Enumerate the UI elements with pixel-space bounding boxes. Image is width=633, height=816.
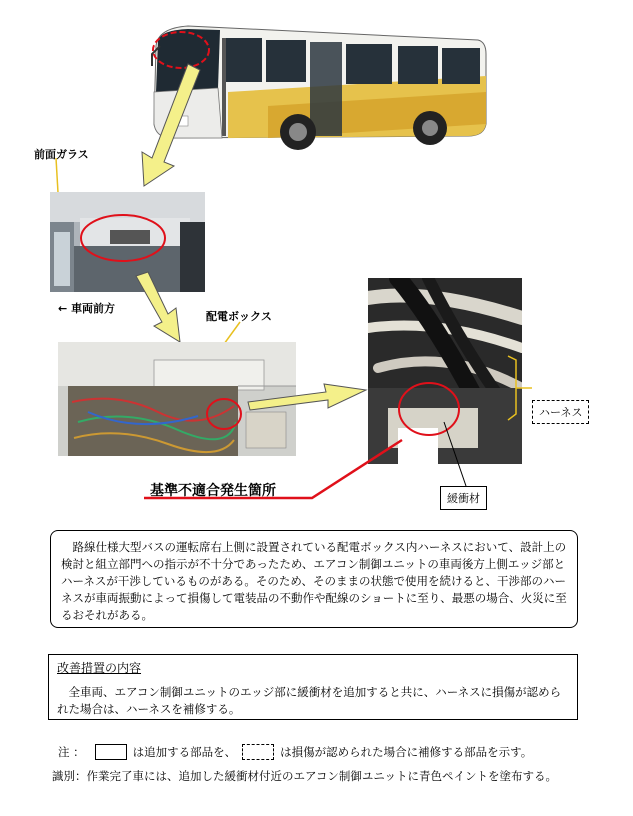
nonconformity-label: 基準不適合発生箇所 xyxy=(150,483,276,499)
note-dashed-text: は損傷が認められた場合に補修する部品を示す。 xyxy=(280,745,533,759)
front-glass-label: 前面ガラス xyxy=(34,148,89,161)
arrow-bus-to-cab xyxy=(130,60,210,190)
description-text: 路線仕様大型バスの運転席右上側に設置されている配電ボックス内ハーネスにおいて、設計上の検討と組立部門への指示が不十分であったため、エアコン制御ユニットの車両後方上側エッジ部とハーネスが干渉しているものがある。そのため、そのままの状態で使用を続けると、干渉部のハーネスが車両振動によって損傷して電装品の不動作や配線のショートに至り、最悪の場合、火災に至るおそれがある。 xyxy=(61,540,567,622)
solid-box-legend xyxy=(95,744,127,760)
improvement-panel xyxy=(48,654,578,720)
cushion-label: 緩衝材 xyxy=(440,486,487,510)
arrow-box-to-closeup xyxy=(246,378,370,418)
left-arrow-icon: ← xyxy=(58,302,68,315)
note-prefix: 注 ： xyxy=(58,745,85,759)
dashed-box-legend xyxy=(242,744,274,760)
identification-text: 識別：作業完了車には、追加した緩衝材付近のエアコン制御ユニットに青色ペイントを塗布する。 xyxy=(52,769,557,783)
note-line xyxy=(58,744,532,760)
improvement-title: 改善措置の内容 xyxy=(57,661,142,675)
harness-bracket xyxy=(486,354,536,424)
harness-label: ハーネス xyxy=(532,400,589,424)
description-panel xyxy=(50,530,578,628)
box-highlight-ellipse xyxy=(204,396,244,432)
improvement-text: 全車両、エアコン制御ユニットのエッジ部に緩衝材を追加すると共に、ハーネスに損傷が認められた場合は、ハーネスを補修する。 xyxy=(57,685,562,716)
note-solid-text: は追加する部品を、 xyxy=(132,745,237,759)
vehicle-front-label: ← 車両前方 xyxy=(58,302,116,315)
distribution-box-label: 配電ボックス xyxy=(206,310,272,323)
cab-highlight-ellipse xyxy=(78,212,168,264)
cushion-leader xyxy=(440,420,480,490)
